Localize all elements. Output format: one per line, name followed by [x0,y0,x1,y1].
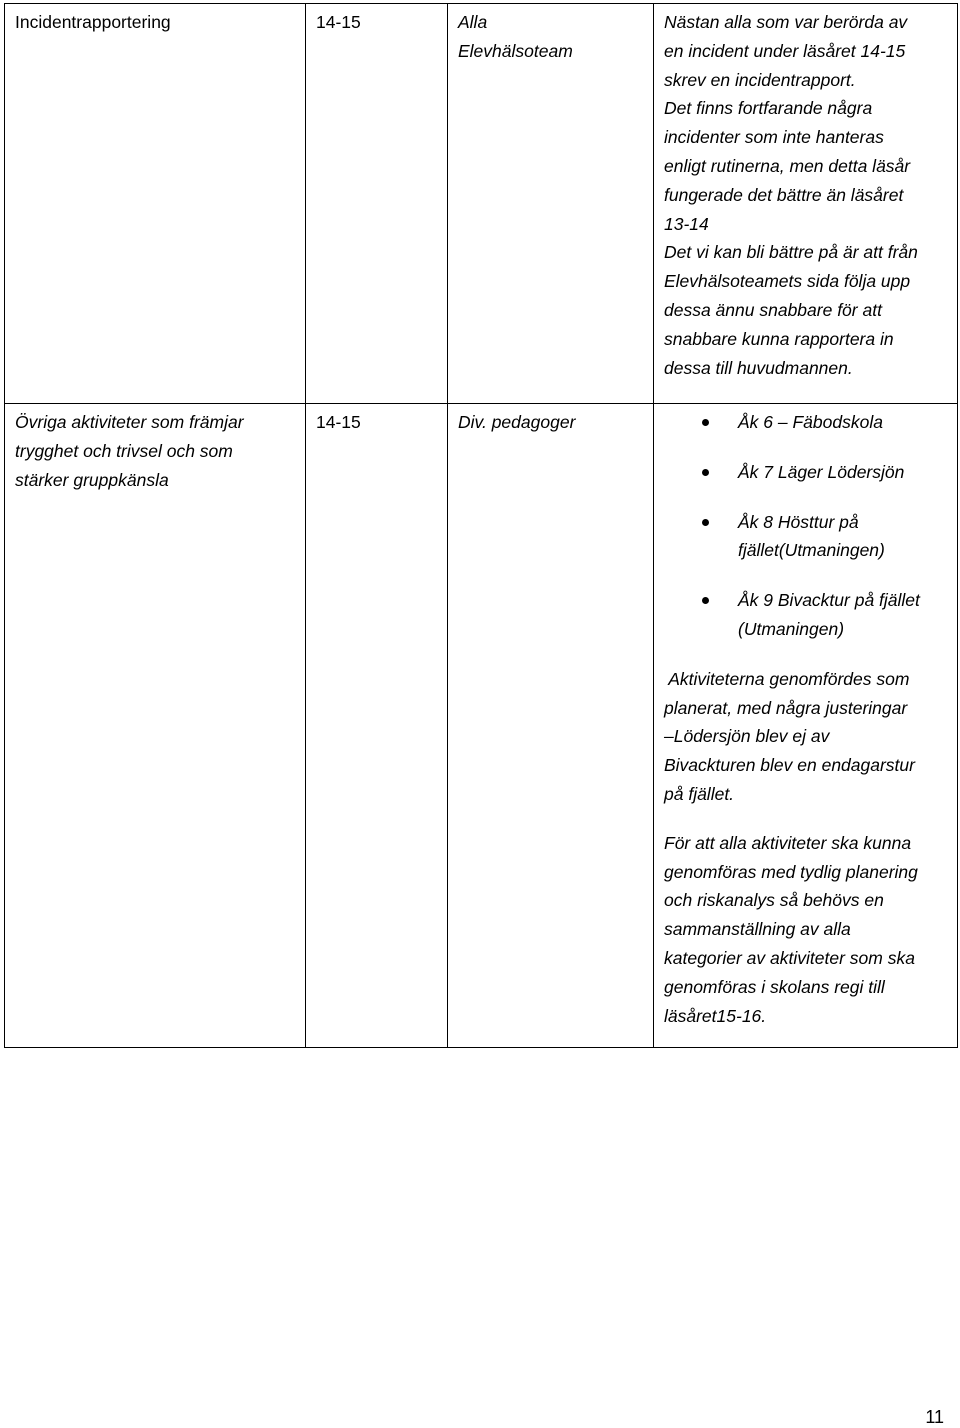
table-row [5,4,958,404]
bullet-icon [702,597,709,604]
bullet-icon [702,419,709,426]
responsible-cell [448,4,654,404]
outcome-line: skrev en incidentrapport. [664,69,856,90]
recommendation-paragraph [664,829,949,1031]
outcome-line: enligt rutinerna, men detta läsår [664,155,911,176]
list-item [664,458,949,487]
summary-line: Bivackturen blev en endagarstur [664,755,915,776]
outcome-line: fungerade det bättre än läsåret [664,184,904,205]
responsible-line: Elevhälsoteam [458,40,573,61]
summary-line: på fjället. [664,783,735,804]
summary-line: –Lödersjön blev ej av [664,726,830,747]
outcome-line: dessa ännu snabbare för att [664,299,882,320]
bullet-line: (Utmaningen) [738,618,845,639]
recommendation-line: läsåret15-16. [664,1005,767,1026]
list-item [664,408,949,437]
outcome-line: Det finns fortfarande några [664,98,873,119]
outcome-line: dessa till huvudmannen. [664,357,853,378]
activity-cell [5,404,306,1048]
outcome-line: incidenter som inte hanteras [664,127,884,148]
recommendation-line: För att alla aktiviteter ska kunna [664,832,912,853]
recommendation-line: och riskanalys så behövs en [664,890,884,911]
outcome-line: Nästan alla som var berörda av [664,12,908,32]
activity-line: trygghet och trivsel och som [15,440,233,461]
activity-text: Incidentrapportering [15,12,171,32]
responsible-text: Div. pedagoger [458,412,576,432]
outcome-line: Det vi kan bli bättre på är att från [664,242,918,263]
activity-cell [5,4,306,404]
activity-line: stärker gruppkänsla [15,469,169,490]
paragraph-spacer [664,809,949,829]
outcome-line: 13-14 [664,213,709,234]
recommendation-line: genomföras med tydlig planering [664,861,918,882]
period-cell [306,404,448,1048]
bullet-line: Åk 9 Bivacktur på fjället [738,590,920,611]
bullet-line: Åk 7 Läger Lödersjön [738,461,905,482]
recommendation-line: sammanställning av alla [664,919,851,940]
summary-paragraph [664,665,949,809]
period-text: 14-15 [316,12,361,32]
bullet-icon [702,469,709,476]
bullet-line: fjället(Utmaningen) [738,540,885,561]
bullet-line: Åk 6 – Fäbodskola [738,412,883,432]
list-item [664,508,949,566]
outcome-line: en incident under läsåret 14-15 [664,40,906,61]
recommendation-line: kategorier av aktiviteter som ska [664,947,915,968]
summary-line: Aktiviteterna genomfördes som [664,668,910,689]
responsible-line: Alla [458,12,488,32]
outcome-cell [654,404,958,1048]
recommendation-line: genomföras i skolans regi till [664,976,885,997]
activity-bullet-list [664,408,949,644]
outcome-line: snabbare kunna rapportera in [664,328,894,349]
period-cell [306,4,448,404]
list-item [664,586,949,644]
activity-table [4,3,958,1048]
period-text: 14-15 [316,412,361,432]
responsible-cell [448,404,654,1048]
summary-line: planerat, med några justeringar [664,697,908,718]
outcome-line: Elevhälsoteamets sida följa upp [664,271,911,292]
activity-line: Övriga aktiviteter som främjar [15,412,244,432]
page-number: 11 [925,1407,944,1427]
bullet-icon [702,519,709,526]
outcome-cell [654,4,958,404]
table-row [5,404,958,1048]
bullet-line: Åk 8 Hösttur på [738,511,859,532]
